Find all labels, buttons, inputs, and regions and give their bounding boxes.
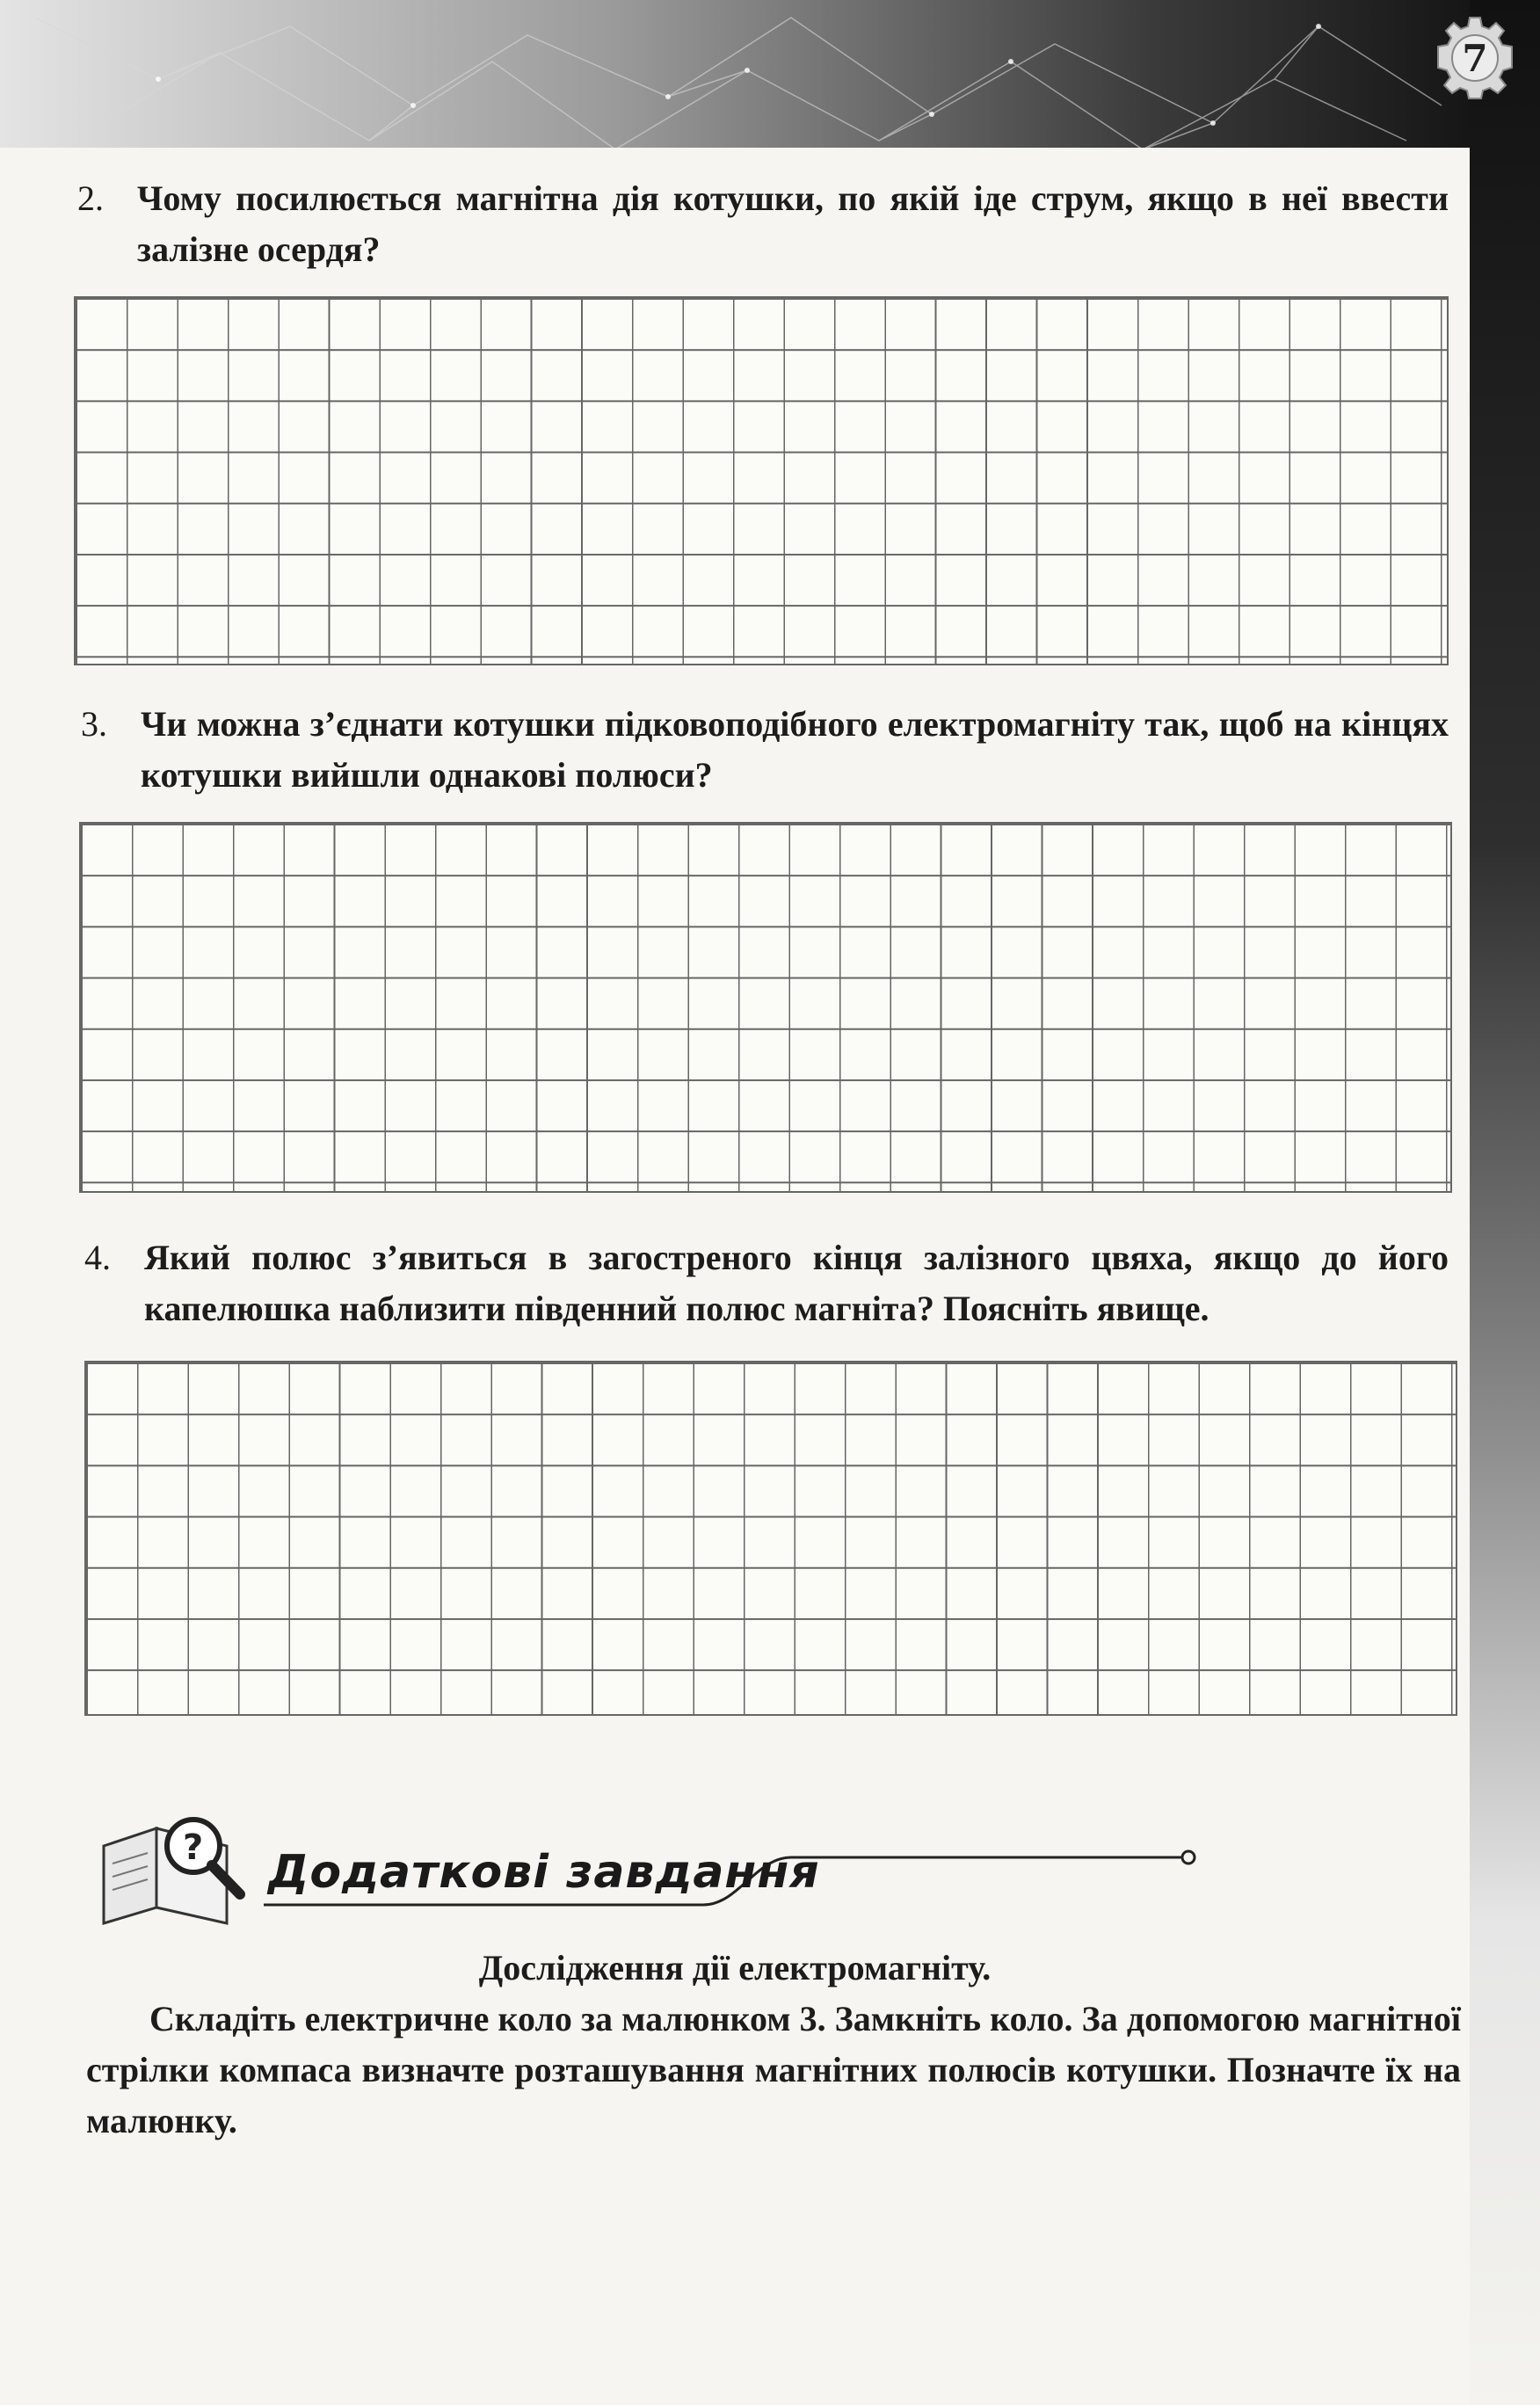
- question-2: [77, 173, 1449, 279]
- question-number: 3.: [81, 704, 107, 744]
- page-number-badge: [1433, 16, 1517, 100]
- answer-grid-question-4[interactable]: [84, 1361, 1457, 1716]
- answer-grid-question-3[interactable]: [79, 822, 1452, 1193]
- question-text: Який полюс з’явиться в загостреного кінця залізного цвяха, якщо до його капелюшка наблизити південний полюс магніта? Поясніть явище.: [144, 1238, 1449, 1328]
- task-body: Складіть електричне коло за малюнком 3. Замкніть коло. За допомогою магнітної стрілки компаса визначте розташування магнітних полюсів котушки. Позначте їх на малюнку.: [86, 1999, 1461, 2140]
- constellation-network-decoration: [0, 0, 1540, 167]
- section-title: Додаткові завдання: [268, 1846, 820, 1899]
- right-edge-decoration: [1470, 0, 1540, 2405]
- question-4: [84, 1232, 1452, 1338]
- svg-text:?: ?: [183, 1827, 204, 1868]
- header-banner: [0, 0, 1540, 167]
- task-subtitle: Дослідження дії електромагніту.: [478, 1948, 992, 1987]
- question-text: Чи можна з’єднати котушки підковоподібного електромагніту так, щоб на кінцях котушки вийшли однакові полюси?: [141, 704, 1449, 795]
- magnifier-book-icon: [95, 1811, 253, 1925]
- question-number: 2.: [77, 178, 104, 218]
- question-text: Чому посилюється магнітна дія котушки, по якій іде струм, якщо в неї ввести залізне осердя?: [137, 178, 1449, 269]
- question-number: 4.: [84, 1238, 111, 1277]
- question-3: [81, 699, 1452, 804]
- page-number: 7: [1462, 36, 1488, 80]
- answer-grid-question-2[interactable]: [74, 296, 1449, 665]
